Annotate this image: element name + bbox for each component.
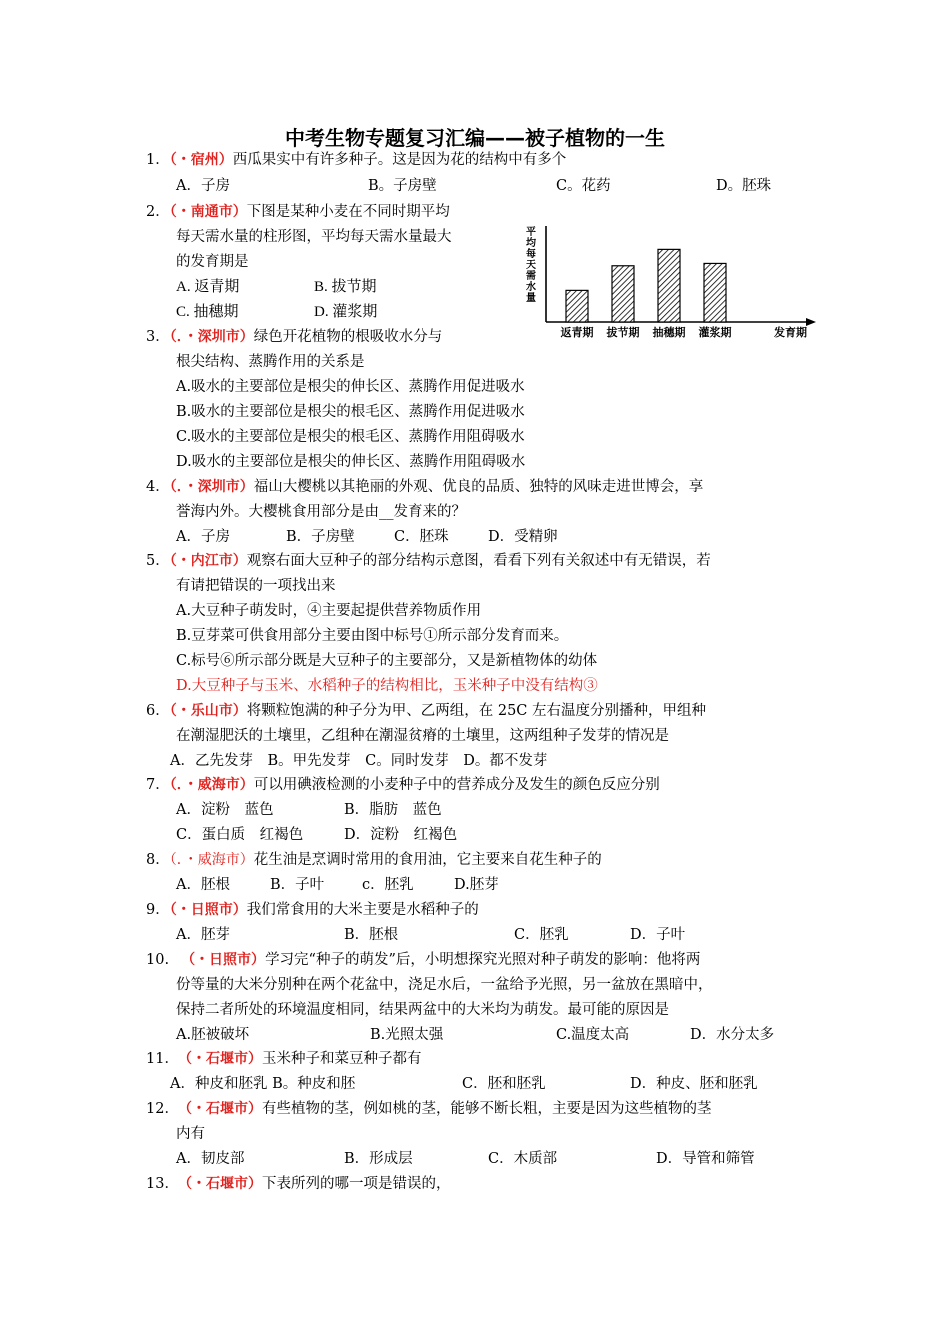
- question-stem-line: 的发育期是: [176, 254, 249, 270]
- question-2: [146, 202, 450, 222]
- option-b: B. 拔节期: [314, 279, 377, 295]
- option-d-answer: D.大豆种子与玉米、水稻种子的结构相比，玉米种子中没有结构③: [176, 678, 598, 694]
- option-c: C.温度太高: [556, 1027, 630, 1043]
- question-stem-line: 份等量的大米分别种在两个花盆中，浇足水后，一盆给予光照，另一盆放在黑暗中，: [176, 977, 713, 993]
- question-number: 10.: [146, 952, 170, 968]
- option-d: D. 灌浆期: [314, 304, 378, 320]
- bar-1: [566, 290, 588, 322]
- option-ab: A．种皮和胚乳 B。种皮和胚: [170, 1076, 356, 1092]
- question-stem: 花生油是烹调时常用的食用油，它主要来自花生种子的: [253, 852, 602, 868]
- question-7: [146, 775, 660, 795]
- question-source: （・宿州）: [169, 152, 233, 168]
- x-axis-label: 发育期: [774, 326, 807, 339]
- question-source: （．・深圳市）: [169, 479, 254, 495]
- question-9: [146, 900, 479, 920]
- question-source: （．・深圳市）: [169, 329, 254, 345]
- question-stem-line: 誉海内外。大樱桃食用部分是由__发育来的？: [176, 504, 466, 520]
- question-stem: 学习完“种子的萌发”后，小明想探究光照对种子萌发的影响：他将两: [265, 952, 701, 968]
- question-5: [146, 551, 711, 571]
- option-c: C.吸水的主要部位是根尖的根毛区、蒸腾作用阻碍吸水: [176, 429, 525, 445]
- question-number: 6．: [146, 703, 170, 719]
- question-13: [146, 1174, 450, 1194]
- question-number: 12．: [146, 1101, 179, 1117]
- option-b: B．胚根: [344, 927, 399, 943]
- question-number: 9．: [146, 902, 170, 918]
- question-stem: 我们常食用的大米主要是水稻种子的: [246, 902, 479, 918]
- question-source: （・内江市）: [169, 553, 247, 569]
- option-a: A．子房: [176, 529, 230, 545]
- x-tick-label: 灌浆期: [698, 326, 732, 339]
- y-axis-label-char: 平: [526, 227, 536, 238]
- option-b: B．子叶: [270, 877, 325, 893]
- question-stem: 福山大樱桃以其艳丽的外观、优良的品质、独特的风味走进世博会，享: [253, 479, 704, 495]
- option-b: B.吸水的主要部位是根尖的根毛区、蒸腾作用促进吸水: [176, 404, 525, 420]
- y-axis-label-char: 天: [526, 260, 536, 271]
- question-stem-line: 根尖结构、蒸腾作用的关系是: [176, 354, 365, 370]
- question-stem-line: 每天需水量的柱形图，平均每天需水量最大: [176, 229, 452, 245]
- question-source: （．・威海市）: [169, 852, 254, 868]
- option-c: C．蛋白质 红褐色: [176, 827, 304, 843]
- option-a: A.吸水的主要部位是根尖的伸长区、蒸腾作用促进吸水: [176, 379, 525, 395]
- question-1: [146, 150, 566, 170]
- question-stem: 下表所列的哪一项是错误的，: [261, 1176, 451, 1192]
- question-stem-line: 保持二者所处的环境温度相同，结果两盆中的大米均为萌发。最可能的原因是: [176, 1002, 669, 1018]
- question-stem-line: 内有: [176, 1126, 205, 1142]
- question-number: 13．: [146, 1176, 179, 1192]
- question-11: [146, 1049, 421, 1069]
- option-b: B。子房壁: [368, 178, 437, 194]
- question-6: [146, 701, 706, 721]
- option-c: C．胚和胚乳: [462, 1076, 546, 1092]
- option-a: A.大豆种子萌发时，④主要起提供营养物质作用: [176, 603, 482, 619]
- question-number: 5．: [146, 553, 170, 569]
- option-a: A．胚芽: [176, 927, 230, 943]
- option-d: D．受精卵: [488, 529, 558, 545]
- option-d: D．种皮、胚和胚乳: [630, 1076, 758, 1092]
- question-stem-line: 在潮湿肥沃的土壤里，乙组种在潮湿贫瘠的土壤里，这两组种子发芽的情况是: [176, 728, 669, 744]
- question-stem: 有些植物的茎，例如桃的茎，能够不断长粗，主要是因为这些植物的茎: [261, 1101, 712, 1117]
- question-number: 3．: [146, 329, 170, 345]
- option-d: D．子叶: [630, 927, 686, 943]
- question-stem: 下图是某种小麦在不同时期平均: [246, 204, 450, 220]
- bar-4: [704, 263, 726, 322]
- y-axis-label-char: 量: [526, 293, 536, 304]
- option-a: A．子房: [176, 178, 230, 194]
- option-d: D．水分太多: [690, 1027, 775, 1043]
- option-c: C。花药: [556, 178, 611, 194]
- option-c: c．胚乳: [362, 877, 414, 893]
- question-10: [146, 950, 700, 970]
- question-12: [146, 1099, 711, 1119]
- question-number: 8．: [146, 852, 170, 868]
- x-tick-label: 拔节期: [606, 326, 640, 339]
- option-d: D．导管和筛管: [656, 1151, 755, 1167]
- question-number: 1．: [146, 152, 170, 168]
- option-b: B．脂肪 蓝色: [344, 802, 442, 818]
- y-axis-label: [526, 225, 536, 304]
- question-number: 2．: [146, 204, 170, 220]
- option-c: C．胚乳: [514, 927, 569, 943]
- question-number: 7．: [146, 777, 170, 793]
- option-d: D.胚芽: [454, 877, 499, 893]
- option-a: A.胚被破坏: [176, 1027, 250, 1043]
- question-number: 11．: [146, 1051, 179, 1067]
- option-b: B．子房壁: [286, 529, 355, 545]
- option-c: C.标号⑥所示部分既是大豆种子的主要部分，又是新植物体的幼体: [176, 653, 598, 669]
- y-axis-label-char: 水: [526, 282, 536, 293]
- y-axis-label-char: 每: [526, 249, 536, 260]
- question-4: [146, 477, 703, 497]
- question-source: （・石堰市）: [184, 1051, 262, 1067]
- question-source: （・乐山市）: [169, 703, 247, 719]
- options-row: A．乙先发芽 B。甲先发芽 C。同时发芽 D。都不发芽: [170, 753, 548, 769]
- question-stem: 西瓜果实中有许多种子。这是因为花的结构中有多个: [232, 152, 567, 168]
- option-a: A．淀粉 蓝色: [176, 802, 274, 818]
- question-stem-line: 有请把错误的一项找出来: [176, 578, 336, 594]
- question-source: （・石堰市）: [184, 1176, 262, 1192]
- option-d: D。胚珠: [716, 178, 772, 194]
- option-c: C. 抽穗期: [176, 304, 239, 320]
- option-c: C．木质部: [488, 1151, 558, 1167]
- page-title: 中考生物专题复习汇编——被子植物的一生: [285, 126, 665, 150]
- question-source: （・日照市）: [181, 952, 266, 968]
- option-c: C．胚珠: [394, 529, 449, 545]
- y-axis-label-char: 需: [526, 271, 536, 282]
- x-tick-label: 返青期: [560, 326, 594, 339]
- bar-3: [658, 249, 680, 322]
- water-need-bar-chart: [520, 222, 820, 344]
- option-a: A．胚根: [176, 877, 230, 893]
- question-stem: 可以用碘液检测的小麦种子中的营养成分及发生的颜色反应分别: [253, 777, 660, 793]
- option-b: B.光照太强: [370, 1027, 444, 1043]
- question-number: 4．: [146, 479, 170, 495]
- option-b: B.豆芽菜可供食用部分主要由图中标号①所示部分发育而来。: [176, 628, 569, 644]
- question-stem: 观察右面大豆种子的部分结构示意图，看看下列有关叙述中有无错误，若: [246, 553, 711, 569]
- option-a: A. 返青期: [176, 279, 240, 295]
- option-d: D．淀粉 红褐色: [344, 827, 458, 843]
- question-source: （・南通市）: [169, 204, 247, 220]
- question-stem: 玉米种子和菜豆种子都有: [261, 1051, 422, 1067]
- question-stem: 绿色开花植物的根吸收水分与: [253, 329, 443, 345]
- question-source: （．・威海市）: [169, 777, 254, 793]
- question-source: （・石堰市）: [184, 1101, 262, 1117]
- x-tick-label: 抽穗期: [652, 326, 686, 339]
- x-axis-arrow: [806, 318, 816, 326]
- option-b: B．形成层: [344, 1151, 413, 1167]
- option-d: D.吸水的主要部位是根尖的伸长区、蒸腾作用阻碍吸水: [176, 454, 526, 470]
- question-8: [146, 850, 602, 870]
- bar-2: [612, 266, 634, 322]
- question-source: （・日照市）: [169, 902, 247, 918]
- question-3: [146, 327, 442, 347]
- option-a: A．韧皮部: [176, 1151, 245, 1167]
- y-axis-label-char: 均: [526, 238, 536, 249]
- question-stem: 将颗粒饱满的种子分为甲、乙两组，在 25C 左右温度分别播种，甲组种: [246, 703, 706, 719]
